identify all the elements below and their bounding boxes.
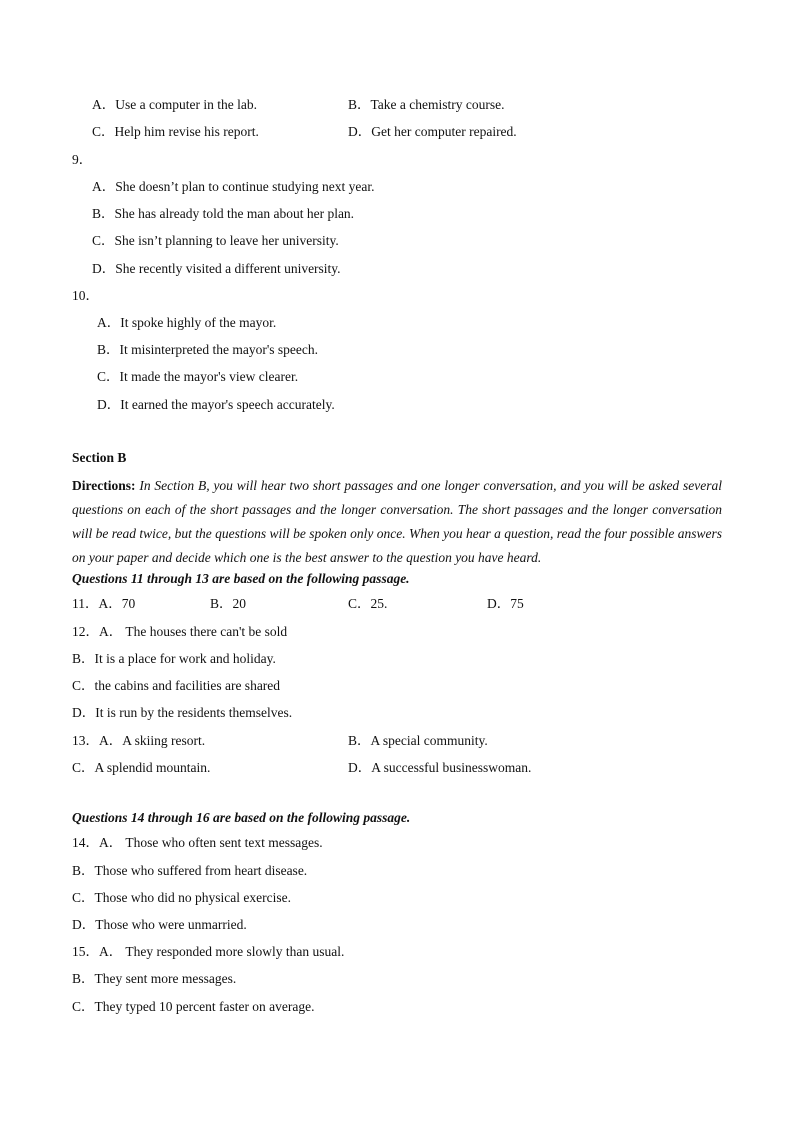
q13-option-c: C．A splendid mountain. (72, 760, 211, 775)
q9-option-a: A．She doesn’t plan to continue studying next year. (92, 179, 375, 194)
q8-option-c: C．Help him revise his report. (92, 124, 259, 139)
q15-option-b: B．They sent more messages. (72, 971, 237, 986)
q14-option-c: C．Those who did no physical exercise. (72, 890, 291, 905)
q9-option-b: B．She has already told the man about her plan. (92, 206, 355, 221)
q14-option-a: 14．A． Those who often sent text messages. (72, 835, 323, 850)
section-b-title: Section B (72, 450, 127, 465)
q11-option-c: C．25. (348, 596, 388, 611)
q12-option-b: B．It is a place for work and holiday. (72, 651, 276, 666)
q10-option-d: D．It earned the mayor's speech accurately. (97, 397, 335, 412)
q8-option-d: D．Get her computer repaired. (348, 124, 517, 139)
q9-option-c: C．She isn’t planning to leave her university. (92, 233, 339, 248)
q13-option-a: 13．A．A skiing resort. (72, 733, 206, 748)
q10-option-c: C．It made the mayor's view clearer. (97, 369, 299, 384)
q12-option-c: C．the cabins and facilities are shared (72, 678, 281, 693)
directions-label: Directions: (72, 478, 136, 493)
passage1-header: Questions 11 through 13 are based on the following passage. (72, 571, 410, 586)
q10-number: 10． (72, 288, 99, 303)
passage2-header: Questions 14 through 16 are based on the following passage. (72, 810, 411, 825)
q11-option-a: 11．A．70 (72, 596, 136, 611)
q13-option-d: D．A successful businesswoman. (348, 760, 532, 775)
q12-option-a: 12．A． The houses there can't be sold (72, 624, 288, 639)
q9-option-d: D．She recently visited a different university. (92, 261, 341, 276)
directions-text: In Section B, you will hear two short passages and one longer conversation, and you will be asked several questions on each of the short passages and the longer conversation. The short passages and the longer conversation will be read twice, but the questions will be spoken only once. When you hear a question, read the four possible answers on your paper and decide which one is the best answer to the question you have heard. (72, 478, 722, 565)
q11-option-b: B．20 (210, 596, 247, 611)
q8-option-a: A．Use a computer in the lab. (92, 97, 257, 112)
q12-option-d: D．It is run by the residents themselves. (72, 705, 293, 720)
q8-option-b: B．Take a chemistry course. (348, 97, 505, 112)
section-b-directions (72, 474, 722, 570)
q14-option-b: B．Those who suffered from heart disease. (72, 863, 308, 878)
q13-option-b: B．A special community. (348, 733, 488, 748)
q10-option-b: B．It misinterpreted the mayor's speech. (97, 342, 318, 357)
q15-option-c: C．They typed 10 percent faster on average. (72, 999, 315, 1014)
q15-option-a: 15．A． They responded more slowly than usual. (72, 944, 345, 959)
q14-option-d: D．Those who were unmarried. (72, 917, 247, 932)
q10-option-a: A．It spoke highly of the mayor. (97, 315, 277, 330)
q11-option-d: D．75 (487, 596, 524, 611)
q9-number: 9． (72, 152, 93, 167)
